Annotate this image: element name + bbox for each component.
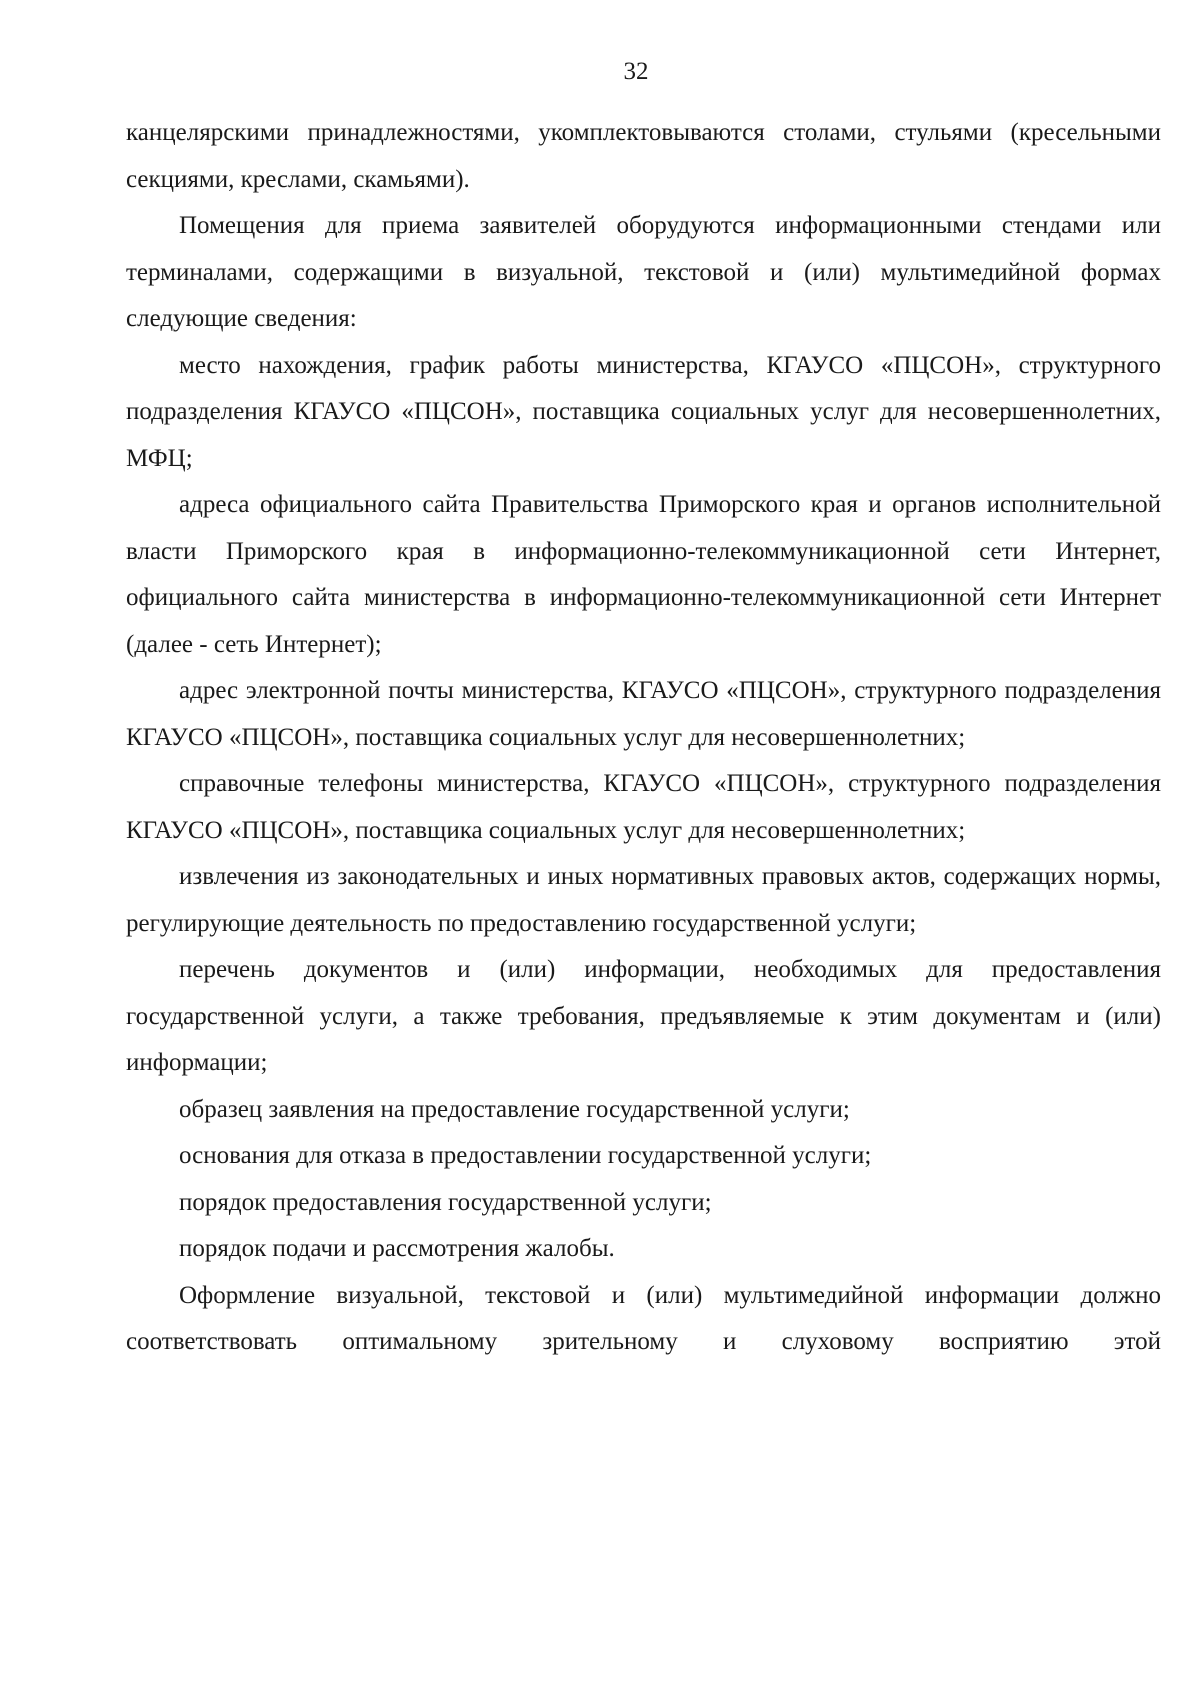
list-item-application-sample: образец заявления на предоставление государственной услуги; (179, 1095, 850, 1123)
list-item-website-addresses: адреса официального сайта Правительства Приморского края и органов исполнительной власти Приморского края в информационно-телекоммуникационной сети Интернет, официального сайта министерства в информационно-телекоммуникационной сети Интернет (далее - сеть Интернет); (126, 491, 1161, 658)
list-item-legal-extracts: извлечения из законодательных и иных нормативных правовых актов, содержащих нормы, регулирующие деятельность по предоставлению государственной услуги; (126, 863, 1161, 937)
list-item-email-address: адрес электронной почты министерства, КГАУСО «ПЦСОН», структурного подразделения КГАУСО «ПЦСОН», поставщика социальных услуг для несовершеннолетних; (126, 677, 1161, 751)
paragraph-premises-equipment: Помещения для приема заявителей оборудуются информационными стендами или терминалами, содержащими в визуальной, текстовой и (или) мультимедийной формах следующие сведения: (126, 212, 1161, 332)
page-number: 32 (623, 58, 649, 85)
list-item-document-list: перечень документов и (или) информации, необходимых для предоставления государственной услуги, а также требования, предъявляемые к этим документам и (или) информации; (126, 956, 1161, 1076)
list-item-refusal-grounds: основания для отказа в предоставлении государственной услуги; (179, 1142, 872, 1169)
list-item-complaint-procedure: порядок подачи и рассмотрения жалобы. (179, 1235, 615, 1262)
list-item-location-schedule: место нахождения, график работы министерства, КГАУСО «ПЦСОН», структурного подразделения КГАУСО «ПЦСОН», поставщика социальных услуг для несовершеннолетних, МФЦ; (126, 351, 1161, 472)
list-item-phone-numbers: справочные телефоны министерства, КГАУСО «ПЦСОН», структурного подразделения КГАУСО «ПЦСОН», поставщика социальных услуг для несовершеннолетних; (126, 770, 1161, 844)
list-item-service-procedure: порядок предоставления государственной услуги; (179, 1188, 712, 1216)
paragraph-information-design: Оформление визуальной, текстовой и (или) мультимедийной информации должно соответствовать оптимальному зрительному и слуховому восприятию этой (126, 1281, 1161, 1355)
paragraph-continuation: канцелярскими принадлежностями, укомплектовываются столами, стульями (кресельными секциями, креслами, скамьями). (126, 119, 1161, 193)
document-body (126, 110, 1161, 1366)
